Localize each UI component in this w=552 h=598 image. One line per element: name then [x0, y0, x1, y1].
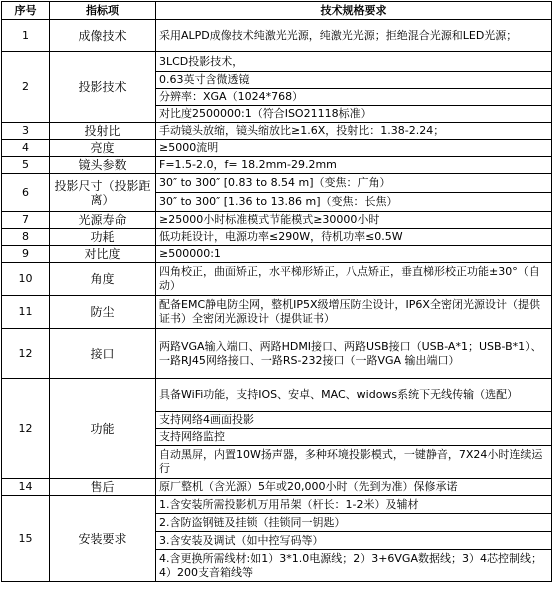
row-number: 4: [2, 140, 50, 157]
row-requirement: 1.含安装所需投影机万用吊架（杆长：1-2米）及辅材: [156, 496, 552, 514]
row-requirement: 2.含防盗钢链及挂锁（挂锁同一钥匙）: [156, 514, 552, 532]
row-indicator: 功能: [50, 379, 156, 479]
table-row: [2, 379, 552, 412]
row-indicator: 投影尺寸（投影距离）: [50, 174, 156, 212]
row-number: 15: [2, 496, 50, 582]
row-requirement: 30″ to 300″ [1.36 to 13.86 m]（变焦：长焦）: [156, 193, 552, 212]
row-requirement: F=1.5-2.0，f= 18.2mm-29.2mm: [156, 157, 552, 174]
table-row: [2, 246, 552, 263]
row-indicator: 对比度: [50, 246, 156, 263]
row-number: 8: [2, 229, 50, 246]
header-row: [2, 2, 552, 20]
row-requirement: 四角校正，曲面矫正，水平梯形矫正，八点矫正，垂直梯形校正功能±30°（自动）: [156, 263, 552, 296]
row-indicator: 镜头参数: [50, 157, 156, 174]
row-number: 1: [2, 20, 50, 52]
row-indicator: 接口: [50, 329, 156, 379]
row-number: 9: [2, 246, 50, 263]
header-no: 序号: [2, 2, 50, 20]
header-item: 指标项: [50, 2, 156, 20]
row-requirement: 3.含安装及调试（如中控写码等）: [156, 532, 552, 550]
table-row: [2, 229, 552, 246]
spec-table-body: [2, 20, 552, 582]
header-req: 技术规格要求: [156, 2, 552, 20]
row-requirement: 具备WiFi功能，支持IOS、安卓、MAC、widows系统下无线传输（选配）: [156, 379, 552, 412]
row-requirement: 0.63英寸含微透镜: [156, 72, 552, 89]
row-number: 5: [2, 157, 50, 174]
row-requirement: ≥500000:1: [156, 246, 552, 263]
row-indicator: 光源寿命: [50, 212, 156, 229]
table-row: [2, 329, 552, 379]
row-indicator: 安装要求: [50, 496, 156, 582]
row-number: 10: [2, 263, 50, 296]
row-requirement: 30″ to 300″ [0.83 to 8.54 m]（变焦：广角）: [156, 174, 552, 193]
row-indicator: 功耗: [50, 229, 156, 246]
row-indicator: 投影技术: [50, 52, 156, 123]
row-indicator: 角度: [50, 263, 156, 296]
table-row: [2, 479, 552, 496]
table-row: [2, 496, 552, 514]
row-indicator: 售后: [50, 479, 156, 496]
table-row: [2, 212, 552, 229]
row-requirement: ≥5000流明: [156, 140, 552, 157]
row-requirement: 支持网络4画面投影: [156, 412, 552, 429]
row-requirement: 低功耗设计，电源功率≤290W，待机功率≤0.5W: [156, 229, 552, 246]
row-number: 7: [2, 212, 50, 229]
row-number: 2: [2, 52, 50, 123]
row-requirement: 分辨率：XGA（1024*768）: [156, 89, 552, 106]
table-row: [2, 52, 552, 72]
table-row: [2, 157, 552, 174]
row-requirement: 自动黑屏，内置10W扬声器，多种环境投影模式，一键静音，7X24小时连续运行: [156, 446, 552, 479]
row-number: 12: [2, 329, 50, 379]
row-requirement: 3LCD投影技术，: [156, 52, 552, 72]
row-number: 11: [2, 296, 50, 329]
row-requirement: 原厂整机（含光源）5年或20,000小时（先到为准）保修承诺: [156, 479, 552, 496]
row-requirement: 手动镜头放缩，镜头缩放比≥1.6X，投射比：1.38-2.24；: [156, 123, 552, 140]
row-requirement: 采用ALPD成像技术纯激光光源，纯激光光源；拒绝混合光源和LED光源；: [156, 20, 552, 52]
row-requirement: 4.含更换所需线材:如1）3*1.0电源线；2）3+6VGA数据线；3）4芯控制线；4）200支音箱线等: [156, 550, 552, 582]
row-indicator: 成像技术: [50, 20, 156, 52]
table-row: [2, 263, 552, 296]
table-row: [2, 20, 552, 52]
row-requirement: 两路VGA输入端口、两路HDMI接口、两路USB接口（USB-A*1；USB-B*1）、一路RJ45网络接口、一路RS-232接口（一路VGA 输出端口）: [156, 329, 552, 379]
table-row: [2, 296, 552, 329]
spec-table: [1, 1, 552, 582]
row-indicator: 亮度: [50, 140, 156, 157]
row-requirement: 对比度2500000:1（符合ISO21118标准）: [156, 106, 552, 123]
row-requirement: 配备EMC静电防尘网，整机IP5X级增压防尘设计，IP6X全密闭光源设计（提供证书）全密闭光源设计（提供证书）: [156, 296, 552, 329]
row-requirement: 支持网络监控: [156, 429, 552, 446]
table-row: [2, 140, 552, 157]
row-number: 14: [2, 479, 50, 496]
row-indicator: 防尘: [50, 296, 156, 329]
table-row: [2, 174, 552, 193]
row-indicator: 投射比: [50, 123, 156, 140]
table-row: [2, 123, 552, 140]
row-number: 6: [2, 174, 50, 212]
row-number: 12: [2, 379, 50, 479]
row-number: 3: [2, 123, 50, 140]
row-requirement: ≥25000小时标准模式节能模式≥30000小时: [156, 212, 552, 229]
